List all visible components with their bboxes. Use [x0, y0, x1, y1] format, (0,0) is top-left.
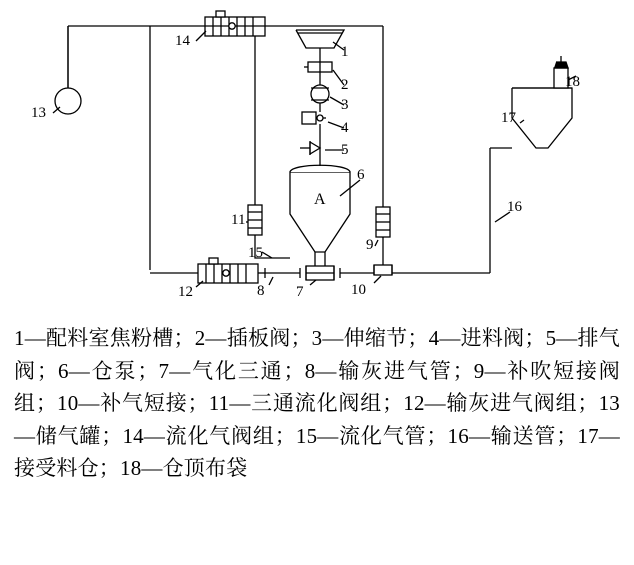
callout-18: 18 — [565, 74, 580, 90]
callout-2: 2 — [341, 77, 349, 93]
callout-11: 11 — [231, 212, 246, 228]
leader-8 — [269, 277, 273, 285]
callout-6: 6 — [357, 167, 365, 183]
leader-9 — [375, 240, 378, 246]
callout-1: 1 — [341, 44, 349, 60]
callout-12: 12 — [178, 284, 193, 300]
leader-7 — [310, 280, 316, 285]
callout-7: 7 — [296, 284, 304, 300]
chamber-pump-top-dome — [290, 165, 350, 172]
callout-5: 5 — [341, 142, 349, 158]
callout-10: 10 — [351, 282, 366, 298]
receiving-silo-17 — [512, 88, 572, 148]
callout-16: 16 — [507, 199, 522, 215]
callout-3: 3 — [341, 97, 349, 113]
figure-legend: 1—配料室焦粉槽；2—插板阀；3—伸缩节；4—进料阀；5—排气阀；6—仓泵；7—气化三通；8—输灰进气管；9—补吹短接阀组；10—补气短接；11—三通流化阀组；12—输灰进气阀组；13—储气罐；14—流化气阀组；15—流化气管；16—输送管；17—接受料仓；18—仓顶布袋 — [14, 326, 620, 481]
vessel-label-A: A — [314, 191, 326, 208]
callout-4: 4 — [341, 120, 349, 136]
callout-15: 15 — [248, 245, 263, 261]
short-connection-10 — [374, 265, 392, 275]
feed-valve-4 — [302, 112, 316, 124]
air-storage-tank-13 — [55, 88, 81, 114]
callout-14: 14 — [175, 33, 190, 49]
callout-13: 13 — [31, 105, 46, 121]
callout-9: 9 — [366, 237, 374, 253]
leader-15 — [262, 252, 272, 258]
vent-valve-5 — [310, 142, 320, 154]
leader-10 — [374, 276, 381, 283]
chamber-pump-6 — [290, 172, 350, 252]
callout-17: 17 — [501, 110, 516, 126]
callout-8: 8 — [257, 283, 265, 299]
